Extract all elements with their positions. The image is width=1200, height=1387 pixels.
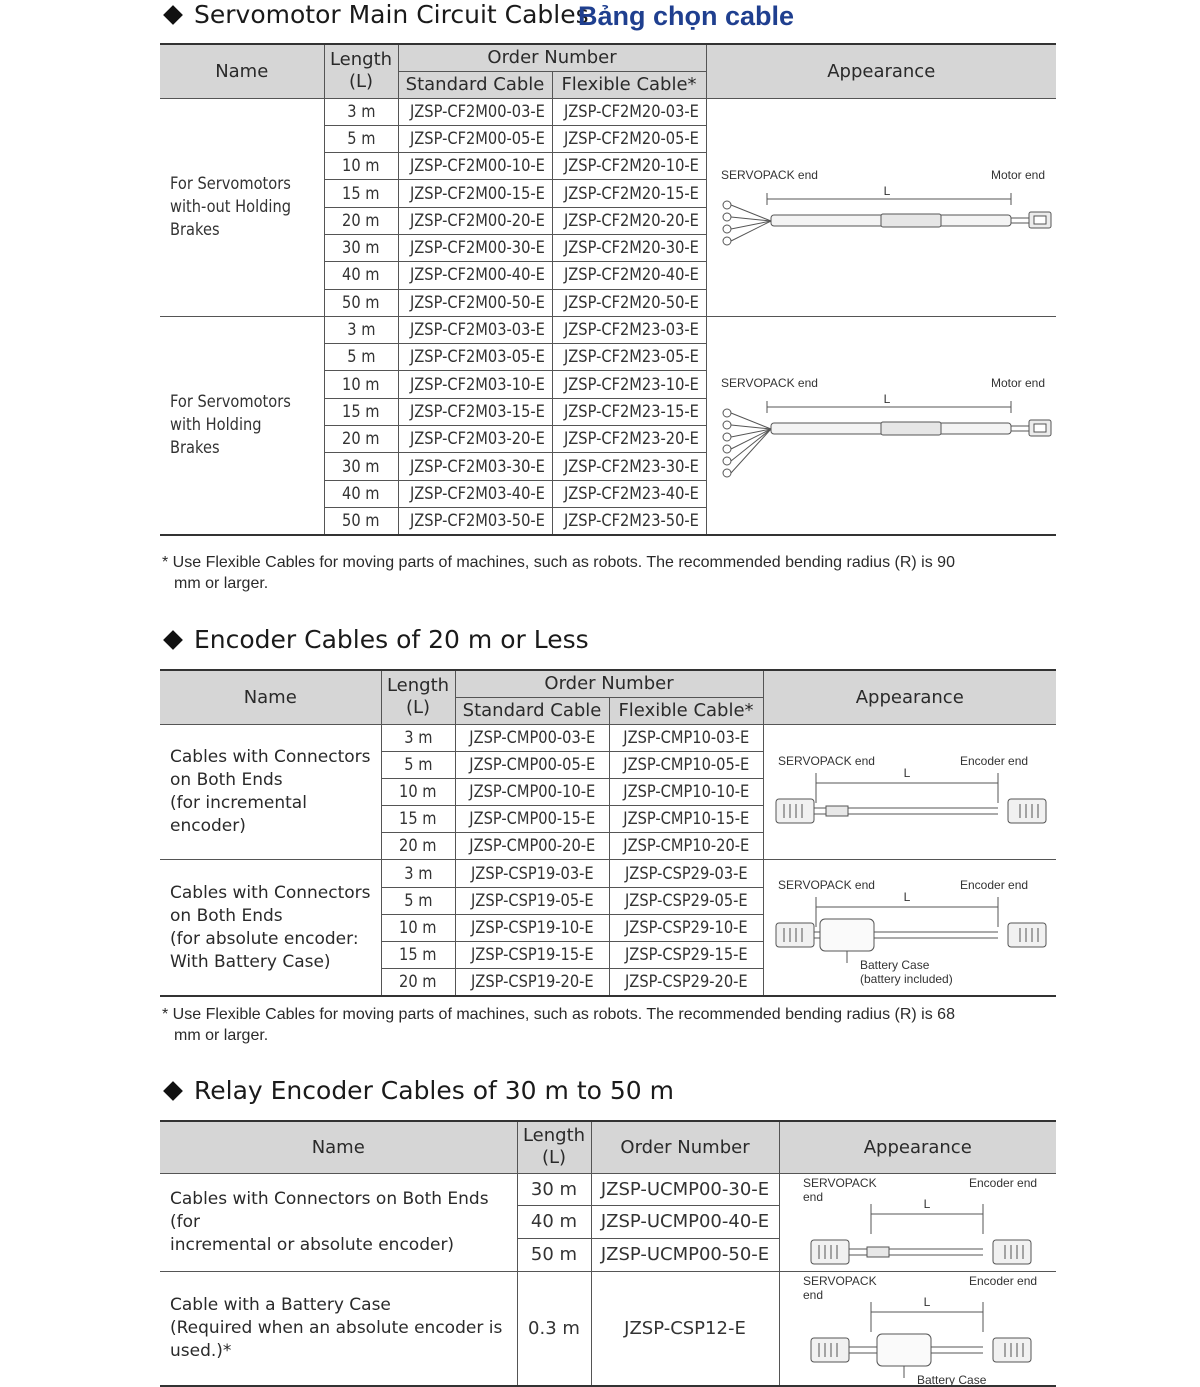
length-value: 10 m	[399, 781, 437, 802]
cell-length	[381, 914, 455, 941]
standard-value: JZSP-CMP00-20-E	[468, 836, 596, 857]
flexible-value: JZSP-CF2M20-10-E	[563, 156, 699, 177]
cell-length	[324, 98, 398, 125]
connector-icon	[811, 1338, 849, 1362]
header-name: Name	[160, 44, 324, 98]
length-value: 10 m	[342, 156, 380, 177]
battery-note-label: (battery included)	[859, 971, 953, 986]
length-value: 40 m	[530, 1211, 578, 1233]
cell-standard	[398, 480, 552, 507]
length-value: 20 m	[342, 429, 380, 450]
cell-length	[324, 507, 398, 534]
header-order-number: Order Number	[591, 1121, 779, 1173]
cable-name-line: (for incremental encoder)	[170, 792, 307, 836]
diamond-bullet-icon	[163, 5, 183, 25]
length-value: 50 m	[342, 510, 380, 531]
length-value: 5 m	[346, 347, 376, 368]
cell-flexible	[552, 207, 706, 234]
length-value: 20 m	[342, 210, 380, 231]
ring-terminal-icon	[723, 433, 731, 441]
cell-length	[324, 371, 398, 398]
cell-flexible	[609, 860, 763, 887]
standard-value: JZSP-CSP19-10-E	[470, 917, 594, 938]
diamond-bullet-icon	[163, 1081, 183, 1101]
cable-name-line: used.)*	[170, 1340, 232, 1361]
cable-name-line: With Battery Case)	[170, 951, 331, 972]
servopack-end-label: end	[802, 1189, 823, 1204]
battery-case-label: Battery Case	[916, 1372, 987, 1387]
standard-value: JZSP-CF2M00-15-E	[409, 183, 545, 204]
cell-flexible	[609, 751, 763, 778]
cell-order	[591, 1173, 779, 1206]
cell-length	[381, 860, 455, 887]
cable-name: For Servomotors with Holding Brakes	[170, 391, 291, 458]
section-title-main-circuit: Servomotor Main Circuit Cables	[162, 0, 589, 29]
dimension-label: L	[903, 889, 911, 904]
cell-flexible	[552, 125, 706, 152]
cell-standard	[398, 453, 552, 480]
cell-standard	[398, 507, 552, 534]
length-value: 15 m	[342, 183, 380, 204]
main-circuit-footnote: * Use Flexible Cables for moving parts of machines, such as robots. The recommended bending radius (R) is 90 mm or larger.	[162, 554, 955, 592]
section-title-encoder: Encoder Cables of 20 m or Less	[162, 625, 589, 654]
cable-diagram	[783, 1174, 1053, 1266]
brand-title: Bảng chọn cable	[578, 1, 795, 31]
cell-flexible	[552, 234, 706, 261]
flexible-value: JZSP-CF2M23-03-E	[563, 320, 699, 341]
cell-standard	[398, 316, 552, 343]
standard-value: JZSP-CF2M03-05-E	[409, 347, 545, 368]
cell-length	[324, 125, 398, 152]
cell-flexible	[609, 806, 763, 833]
cell-standard	[455, 914, 609, 941]
cell-standard	[455, 833, 609, 860]
standard-value: JZSP-CF2M03-50-E	[409, 510, 545, 531]
cell-standard	[398, 234, 552, 261]
ring-terminal-icon	[723, 421, 731, 429]
length-value: 30 m	[342, 456, 380, 477]
standard-value: JZSP-CF2M00-03-E	[409, 101, 545, 122]
dimension-label: L	[883, 391, 891, 406]
cell-length	[324, 262, 398, 289]
length-value: 3 m	[346, 101, 376, 122]
ring-terminal-icon	[723, 213, 731, 221]
flexible-value: JZSP-CF2M23-40-E	[563, 483, 699, 504]
cell-length	[324, 426, 398, 453]
cell-order	[591, 1206, 779, 1239]
cable-name-line: incremental or absolute encoder)	[170, 1234, 455, 1255]
header-name: Name	[160, 1121, 517, 1173]
standard-value: JZSP-CMP00-15-E	[468, 809, 596, 830]
cell-length	[324, 316, 398, 343]
standard-value: JZSP-CF2M03-15-E	[409, 401, 545, 422]
length-value: 15 m	[399, 945, 437, 966]
battery-case-icon	[877, 1334, 931, 1366]
cable-name: For Servomotors with-out Holding Brakes	[170, 173, 292, 240]
standard-value: JZSP-CF2M00-10-E	[409, 156, 545, 177]
cell-flexible	[609, 942, 763, 969]
cell-length	[324, 207, 398, 234]
flexible-value: JZSP-CF2M23-50-E	[563, 510, 699, 531]
cell-standard	[398, 289, 552, 316]
encoder-end-label: Encoder end	[959, 877, 1028, 892]
diamond-bullet-icon	[163, 630, 183, 650]
standard-value: JZSP-CF2M00-20-E	[409, 210, 545, 231]
dimension-label: L	[883, 183, 891, 198]
cable-name-line: Cable with a Battery Case	[170, 1294, 391, 1315]
header-appearance: Appearance	[763, 670, 1056, 724]
header-standard-cable: Standard Cable	[398, 71, 552, 98]
header-order-number: Order Number	[398, 44, 706, 71]
flexible-value: JZSP-CMP10-05-E	[622, 754, 750, 775]
order-value: JZSP-CSP12-E	[624, 1317, 746, 1339]
cell-length	[381, 751, 455, 778]
standard-value: JZSP-CF2M00-30-E	[409, 238, 545, 259]
appearance-cell	[706, 98, 1056, 316]
standard-value: JZSP-CSP19-15-E	[470, 945, 594, 966]
cell-length	[381, 806, 455, 833]
cell-length	[324, 398, 398, 425]
encoder-footnote: * Use Flexible Cables for moving parts of machines, such as robots. The recommended bending radius (R) is 68 mm or larger.	[162, 1006, 955, 1044]
table-row	[160, 98, 1056, 125]
cable-name-cell	[160, 860, 381, 996]
ring-terminal-icon	[723, 469, 731, 477]
motor-end-label: Motor end	[991, 167, 1046, 182]
table-row	[160, 724, 1056, 751]
servopack-end-label: SERVOPACK end	[721, 167, 819, 182]
cell-order	[591, 1271, 779, 1386]
ring-terminal-icon	[723, 457, 731, 465]
flexible-value: JZSP-CF2M23-15-E	[563, 401, 699, 422]
dimension-label: L	[923, 1196, 931, 1211]
cell-flexible	[552, 453, 706, 480]
encoder-end-label: Encoder end	[959, 754, 1028, 769]
length-value: 3 m	[403, 863, 433, 884]
connector-icon	[776, 923, 814, 947]
standard-value: JZSP-CF2M03-30-E	[409, 456, 545, 477]
cell-length	[517, 1173, 591, 1206]
cell-flexible	[609, 778, 763, 805]
standard-value: JZSP-CF2M00-50-E	[409, 292, 545, 313]
table-row	[160, 860, 1056, 887]
cable-name-line: on Both Ends	[170, 769, 283, 790]
cell-length	[517, 1238, 591, 1271]
cell-flexible	[609, 914, 763, 941]
length-value: 5 m	[403, 754, 433, 775]
cell-flexible	[552, 262, 706, 289]
flexible-value: JZSP-CMP10-15-E	[622, 809, 750, 830]
cell-standard	[398, 371, 552, 398]
length-value: 20 m	[399, 836, 437, 857]
cell-flexible	[552, 344, 706, 371]
flexible-value: JZSP-CF2M20-15-E	[563, 183, 699, 204]
cell-flexible	[609, 969, 763, 996]
cable-name-cell	[160, 316, 324, 534]
length-value: 10 m	[342, 374, 380, 395]
cell-standard	[398, 180, 552, 207]
ring-terminal-icon	[723, 225, 731, 233]
cable-name-line: on Both Ends	[170, 905, 283, 926]
length-value: 15 m	[342, 401, 380, 422]
standard-value: JZSP-CF2M03-40-E	[409, 483, 545, 504]
header-order-number: Order Number	[455, 670, 763, 697]
cell-length	[381, 724, 455, 751]
length-value: 3 m	[346, 320, 376, 341]
length-value: 5 m	[346, 128, 376, 149]
cell-length	[381, 887, 455, 914]
cable-name-line: Cables with Connectors on Both Ends (for	[170, 1188, 489, 1232]
servopack-end-label: SERVOPACK end	[777, 754, 875, 769]
cell-standard	[398, 398, 552, 425]
length-value: 50 m	[342, 292, 380, 313]
ring-terminal-icon	[723, 445, 731, 453]
flexible-value: JZSP-CMP10-10-E	[622, 781, 750, 802]
standard-value: JZSP-CF2M03-10-E	[409, 374, 545, 395]
encoder-table	[160, 669, 1056, 997]
ring-terminal-icon	[723, 237, 731, 245]
cell-standard	[455, 860, 609, 887]
servopack-end-label: SERVOPACK end	[721, 375, 819, 390]
cell-flexible	[552, 480, 706, 507]
header-name: Name	[160, 670, 381, 724]
cell-standard	[398, 125, 552, 152]
length-value: 10 m	[399, 917, 437, 938]
cell-standard	[455, 778, 609, 805]
flexible-value: JZSP-CSP29-15-E	[624, 945, 748, 966]
flexible-value: JZSP-CMP10-20-E	[622, 836, 750, 857]
header-appearance: Appearance	[779, 1121, 1056, 1173]
cell-length	[324, 289, 398, 316]
cell-standard	[455, 887, 609, 914]
appearance-cell	[763, 724, 1056, 860]
flexible-value: JZSP-CF2M20-03-E	[563, 101, 699, 122]
cell-flexible	[552, 98, 706, 125]
length-value: 5 m	[403, 890, 433, 911]
cell-flexible	[609, 724, 763, 751]
standard-value: JZSP-CSP19-05-E	[470, 890, 594, 911]
header-length: Length (L)	[324, 44, 398, 98]
flexible-value: JZSP-CSP29-20-E	[624, 972, 748, 993]
connector-icon	[776, 799, 814, 823]
cell-standard	[398, 262, 552, 289]
cable-diagram	[711, 373, 1051, 473]
cell-length	[324, 180, 398, 207]
dimension-label: L	[903, 766, 911, 781]
standard-value: JZSP-CSP19-20-E	[470, 972, 594, 993]
servopack-label: SERVOPACK	[802, 1273, 877, 1288]
relay-table	[160, 1120, 1056, 1387]
standard-value: JZSP-CF2M00-40-E	[409, 265, 545, 286]
battery-case-icon	[820, 919, 874, 951]
cell-flexible	[552, 371, 706, 398]
flexible-value: JZSP-CMP10-03-E	[622, 727, 750, 748]
cell-length	[517, 1206, 591, 1239]
length-value: 40 m	[342, 483, 380, 504]
cell-flexible	[552, 153, 706, 180]
cell-standard	[455, 806, 609, 833]
battery-case-label: Battery Case	[859, 957, 930, 972]
cell-standard	[398, 153, 552, 180]
length-value: 0.3 m	[528, 1317, 580, 1339]
flexible-value: JZSP-CSP29-05-E	[624, 890, 748, 911]
order-value: JZSP-UCMP00-50-E	[600, 1244, 770, 1266]
cell-length	[381, 969, 455, 996]
cell-order	[591, 1238, 779, 1271]
flexible-value: JZSP-CSP29-10-E	[624, 917, 748, 938]
cable-name-line: Cables with Connectors	[170, 882, 371, 903]
standard-value: JZSP-CF2M03-03-E	[409, 320, 545, 341]
servopack-end-label: SERVOPACK end	[777, 877, 875, 892]
cell-length	[517, 1271, 591, 1386]
cell-length	[381, 942, 455, 969]
cable-diagram	[770, 749, 1050, 829]
cell-length	[381, 778, 455, 805]
appearance-cell	[763, 860, 1056, 996]
appearance-cell	[779, 1173, 1056, 1271]
standard-value: JZSP-CMP00-05-E	[468, 754, 596, 775]
header-flexible-cable: Flexible Cable*	[552, 71, 706, 98]
cell-length	[324, 344, 398, 371]
header-standard-cable: Standard Cable	[455, 697, 609, 724]
header-length: Length (L)	[517, 1121, 591, 1173]
encoder-end-label: Encoder end	[968, 1273, 1037, 1288]
flexible-value: JZSP-CSP29-03-E	[624, 863, 748, 884]
encoder-end-label: Encoder end	[968, 1175, 1037, 1190]
connector-icon	[1008, 799, 1046, 823]
connector-icon	[993, 1240, 1031, 1264]
standard-value: JZSP-CMP00-03-E	[468, 727, 596, 748]
header-length: Length (L)	[381, 670, 455, 724]
cell-length	[324, 480, 398, 507]
cable-name-cell	[160, 1173, 517, 1271]
length-value: 50 m	[530, 1244, 578, 1266]
section-title-relay: Relay Encoder Cables of 30 m to 50 m	[162, 1076, 674, 1105]
flexible-value: JZSP-CF2M23-20-E	[563, 429, 699, 450]
length-value: 40 m	[342, 265, 380, 286]
connector-icon	[1008, 923, 1046, 947]
header-flexible-cable: Flexible Cable*	[609, 697, 763, 724]
order-value: JZSP-UCMP00-30-E	[600, 1178, 770, 1200]
flexible-value: JZSP-CF2M20-40-E	[563, 265, 699, 286]
cell-standard	[455, 751, 609, 778]
appearance-cell	[706, 316, 1056, 534]
dimension-label: L	[923, 1294, 931, 1309]
appearance-cell	[779, 1271, 1056, 1386]
table-row	[160, 1173, 1056, 1206]
flexible-value: JZSP-CF2M20-20-E	[563, 210, 699, 231]
cable-name-cell	[160, 1271, 517, 1386]
standard-value: JZSP-CF2M00-05-E	[409, 128, 545, 149]
cell-standard	[455, 724, 609, 751]
cable-name-cell	[160, 98, 324, 316]
table-row	[160, 1271, 1056, 1386]
standard-value: JZSP-CSP19-03-E	[470, 863, 594, 884]
flexible-value: JZSP-CF2M23-05-E	[563, 347, 699, 368]
cable-name-line: (for absolute encoder:	[170, 928, 359, 949]
flexible-value: JZSP-CF2M20-30-E	[563, 238, 699, 259]
connector-icon	[993, 1338, 1031, 1362]
cell-flexible	[552, 180, 706, 207]
cell-standard	[398, 344, 552, 371]
cell-length	[324, 453, 398, 480]
cable-diagram	[770, 873, 1050, 986]
cell-standard	[455, 969, 609, 996]
cell-flexible	[552, 507, 706, 534]
cell-flexible	[552, 289, 706, 316]
ring-terminal-icon	[723, 409, 731, 417]
order-value: JZSP-UCMP00-40-E	[600, 1211, 770, 1233]
cell-standard	[398, 207, 552, 234]
length-value: 30 m	[530, 1178, 578, 1200]
cable-name-line: Cables with Connectors	[170, 746, 371, 767]
cell-flexible	[552, 426, 706, 453]
cell-length	[381, 833, 455, 860]
cell-length	[324, 153, 398, 180]
header-appearance: Appearance	[706, 44, 1056, 98]
length-value: 30 m	[342, 238, 380, 259]
cable-diagram	[783, 1272, 1053, 1387]
cell-standard	[398, 426, 552, 453]
connector-icon	[811, 1240, 849, 1264]
servopack-end-label: end	[802, 1287, 823, 1302]
flexible-value: JZSP-CF2M23-30-E	[563, 456, 699, 477]
length-value: 15 m	[399, 809, 437, 830]
cable-diagram	[711, 165, 1051, 245]
length-value: 20 m	[399, 972, 437, 993]
motor-end-label: Motor end	[991, 375, 1046, 390]
ring-terminal-icon	[723, 201, 731, 209]
table-row	[160, 316, 1056, 343]
servopack-label: SERVOPACK	[802, 1175, 877, 1190]
cell-flexible	[609, 887, 763, 914]
flexible-value: JZSP-CF2M23-10-E	[563, 374, 699, 395]
flexible-value: JZSP-CF2M20-50-E	[563, 292, 699, 313]
cell-flexible	[552, 316, 706, 343]
cell-length	[324, 234, 398, 261]
cable-name-cell	[160, 724, 381, 860]
standard-value: JZSP-CF2M03-20-E	[409, 429, 545, 450]
cell-flexible	[552, 398, 706, 425]
cell-standard	[398, 98, 552, 125]
cell-standard	[455, 942, 609, 969]
length-value: 3 m	[403, 727, 433, 748]
cable-name-line: (Required when an absolute encoder is	[170, 1317, 503, 1338]
cell-flexible	[609, 833, 763, 860]
main-circuit-table	[160, 43, 1056, 536]
standard-value: JZSP-CMP00-10-E	[468, 781, 596, 802]
flexible-value: JZSP-CF2M20-05-E	[563, 128, 699, 149]
